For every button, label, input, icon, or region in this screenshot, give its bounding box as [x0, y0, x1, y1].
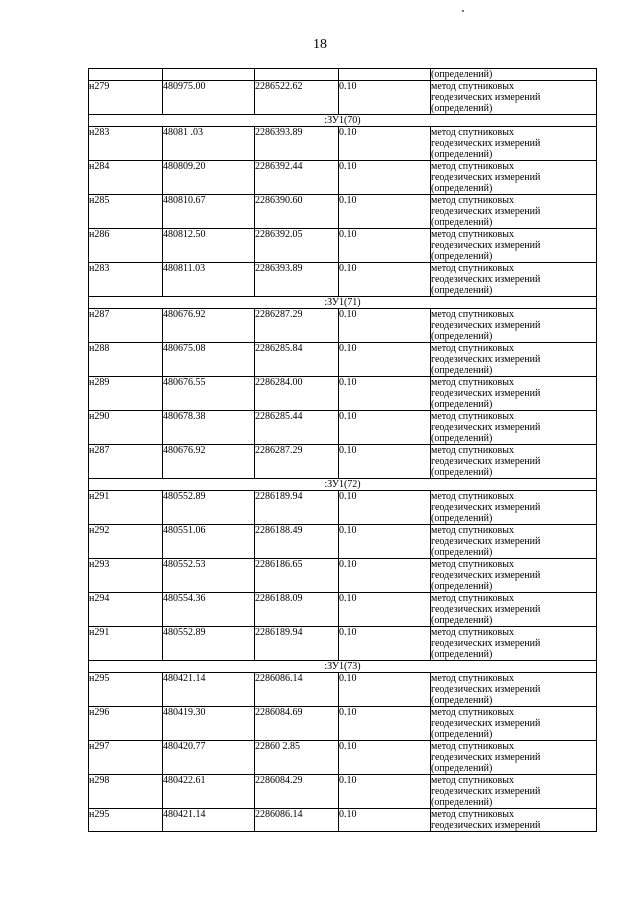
method-line: геодезических измерений: [431, 206, 541, 217]
table-row: [89, 775, 597, 809]
method-line: метод спутниковых: [431, 775, 514, 786]
table-cell: [255, 69, 339, 81]
y-coordinate: 2286393.89: [255, 263, 339, 297]
method-cell: [431, 627, 597, 661]
x-coordinate: 480421.14: [163, 809, 255, 832]
x-coordinate: 480552.53: [163, 559, 255, 593]
method-line: (определений): [431, 251, 493, 262]
method-line: геодезических измерений: [431, 718, 541, 729]
method-cell: [431, 195, 597, 229]
method-line: метод спутниковых: [431, 161, 514, 172]
method-line: метод спутниковых: [431, 309, 514, 320]
table-row: [89, 263, 597, 297]
method-cell: [431, 673, 597, 707]
method-cell: [431, 263, 597, 297]
method-cell: [431, 593, 597, 627]
y-coordinate: 2286189.94: [255, 491, 339, 525]
method-line: (определений): [431, 103, 493, 114]
mean-square-error: 0.10: [339, 673, 431, 707]
method-cell: [431, 161, 597, 195]
section-label: :ЗУ1(72): [89, 479, 597, 491]
table-row: [89, 195, 597, 229]
method-line: геодезических измерений: [431, 320, 541, 331]
method-line: (определений): [431, 399, 493, 410]
method-cell: [431, 309, 597, 343]
x-coordinate: 480676.55: [163, 377, 255, 411]
method-cell: [431, 741, 597, 775]
section-header-row: [89, 479, 597, 491]
x-coordinate: 480554.36: [163, 593, 255, 627]
mean-square-error: 0.10: [339, 309, 431, 343]
x-coordinate: 480810.67: [163, 195, 255, 229]
method-line: (определений): [431, 365, 493, 376]
point-number: н293: [89, 559, 163, 593]
x-coordinate: 480552.89: [163, 627, 255, 661]
table-row: [89, 741, 597, 775]
x-coordinate: 48081 .03: [163, 127, 255, 161]
section-header-row: [89, 115, 597, 127]
point-number: н284: [89, 161, 163, 195]
y-coordinate: 2286285.44: [255, 411, 339, 445]
point-number: н288: [89, 343, 163, 377]
point-number: н296: [89, 707, 163, 741]
method-line: геодезических измерений: [431, 274, 541, 285]
table-row: [89, 673, 597, 707]
method-line: геодезических измерений: [431, 240, 541, 251]
method-line: (определений): [431, 217, 493, 228]
method-line: (определений): [431, 285, 493, 296]
method-cell: [431, 809, 597, 832]
y-coordinate: 2286392.44: [255, 161, 339, 195]
method-line: метод спутниковых: [431, 127, 514, 138]
mean-square-error: 0.10: [339, 445, 431, 479]
y-coordinate: 2286390.60: [255, 195, 339, 229]
point-number: н289: [89, 377, 163, 411]
page-number: 18: [313, 37, 327, 52]
method-line: метод спутниковых: [431, 559, 514, 570]
mean-square-error: 0.10: [339, 593, 431, 627]
point-number: н279: [89, 81, 163, 115]
x-coordinate: 480552.89: [163, 491, 255, 525]
mean-square-error: 0.10: [339, 229, 431, 263]
method-line: геодезических измерений: [431, 92, 541, 103]
method-line: геодезических измерений: [431, 752, 541, 763]
table-row: [89, 377, 597, 411]
mean-square-error: 0.10: [339, 411, 431, 445]
point-number: н292: [89, 525, 163, 559]
method-line: геодезических измерений: [431, 570, 541, 581]
method-line: (определений): [431, 513, 493, 524]
table-cell: [89, 69, 163, 81]
y-coordinate: 2286287.29: [255, 445, 339, 479]
y-coordinate: 2286188.09: [255, 593, 339, 627]
method-cell: [431, 775, 597, 809]
x-coordinate: 480676.92: [163, 445, 255, 479]
x-coordinate: 480421.14: [163, 673, 255, 707]
method-line: геодезических измерений: [431, 502, 541, 513]
method-line: геодезических измерений: [431, 388, 541, 399]
method-line: геодезических измерений: [431, 536, 541, 547]
point-number: н298: [89, 775, 163, 809]
point-number: н294: [89, 593, 163, 627]
method-line: метод спутниковых: [431, 195, 514, 206]
point-number: н285: [89, 195, 163, 229]
table-row: [89, 525, 597, 559]
section-label: :ЗУ1(71): [89, 297, 597, 309]
point-number: н297: [89, 741, 163, 775]
point-number: н283: [89, 263, 163, 297]
y-coordinate: 2286084.69: [255, 707, 339, 741]
x-coordinate: 480551.06: [163, 525, 255, 559]
mean-square-error: 0.10: [339, 627, 431, 661]
mean-square-error: 0.10: [339, 559, 431, 593]
mean-square-error: 0.10: [339, 161, 431, 195]
method-line: (определений): [431, 149, 493, 160]
section-label: :ЗУ1(70): [89, 115, 597, 127]
section-header-row: [89, 297, 597, 309]
method-line: (определений): [431, 183, 493, 194]
method-cell: [431, 445, 597, 479]
method-line: геодезических измерений: [431, 638, 541, 649]
method-line: геодезических измерений: [431, 138, 541, 149]
method-cell: [431, 707, 597, 741]
mean-square-error: 0.10: [339, 263, 431, 297]
scan-speck: [462, 10, 464, 12]
y-coordinate: 2286189.94: [255, 627, 339, 661]
method-cell: [431, 525, 597, 559]
method-line: (определений): [431, 467, 493, 478]
y-coordinate: 2286285.84: [255, 343, 339, 377]
table-row: [89, 491, 597, 525]
mean-square-error: 0.10: [339, 809, 431, 832]
method-line: (определений): [431, 615, 493, 626]
method-line: геодезических измерений: [431, 604, 541, 615]
method-line: метод спутниковых: [431, 741, 514, 752]
section-label: :ЗУ1(73): [89, 661, 597, 673]
y-coordinate: 2286392.05: [255, 229, 339, 263]
table-row: [89, 229, 597, 263]
table-row: [89, 593, 597, 627]
method-cell: [431, 411, 597, 445]
method-cell: [431, 377, 597, 411]
mean-square-error: 0.10: [339, 127, 431, 161]
y-coordinate: 2286086.14: [255, 809, 339, 832]
method-line: метод спутниковых: [431, 627, 514, 638]
x-coordinate: 480422.61: [163, 775, 255, 809]
mean-square-error: 0.10: [339, 81, 431, 115]
method-cell: [431, 81, 597, 115]
table-row: [89, 559, 597, 593]
x-coordinate: 480809.20: [163, 161, 255, 195]
x-coordinate: 480975.00: [163, 81, 255, 115]
table-row: [89, 411, 597, 445]
table-row-continuation: [89, 69, 597, 81]
method-line: геодезических измерений: [431, 354, 541, 365]
method-cell: [431, 491, 597, 525]
method-line: метод спутниковых: [431, 229, 514, 240]
method-line: метод спутниковых: [431, 593, 514, 604]
table-row: [89, 81, 597, 115]
y-coordinate: 22860 2.85: [255, 741, 339, 775]
mean-square-error: 0.10: [339, 741, 431, 775]
table-row: [89, 809, 597, 832]
point-number: н287: [89, 445, 163, 479]
y-coordinate: 2286284.00: [255, 377, 339, 411]
y-coordinate: 2286393.89: [255, 127, 339, 161]
method-line: метод спутниковых: [431, 809, 514, 820]
method-cell: [431, 229, 597, 263]
method-line: геодезических измерений: [431, 172, 541, 183]
section-header-row: [89, 661, 597, 673]
table-cell: [339, 69, 431, 81]
x-coordinate: 480675.08: [163, 343, 255, 377]
point-number: н287: [89, 309, 163, 343]
x-coordinate: 480678.38: [163, 411, 255, 445]
method-line: метод спутниковых: [431, 411, 514, 422]
mean-square-error: 0.10: [339, 377, 431, 411]
mean-square-error: 0.10: [339, 707, 431, 741]
method-line: метод спутниковых: [431, 263, 514, 274]
method-line: метод спутниковых: [431, 377, 514, 388]
y-coordinate: 2286084.29: [255, 775, 339, 809]
y-coordinate: 2286186.65: [255, 559, 339, 593]
table-row: [89, 161, 597, 195]
point-number: н291: [89, 491, 163, 525]
table-row: [89, 127, 597, 161]
point-number: н283: [89, 127, 163, 161]
method-line: метод спутниковых: [431, 491, 514, 502]
method-line: геодезических измерений: [431, 786, 541, 797]
y-coordinate: 2286086.14: [255, 673, 339, 707]
method-line: геодезических измерений: [431, 684, 541, 695]
point-number: н291: [89, 627, 163, 661]
method-line: метод спутниковых: [431, 81, 514, 92]
method-cell: [431, 127, 597, 161]
table-row: [89, 627, 597, 661]
coordinates-table: [88, 68, 597, 832]
x-coordinate: 480812.50: [163, 229, 255, 263]
x-coordinate: 480676.92: [163, 309, 255, 343]
table-row: [89, 343, 597, 377]
x-coordinate: 480811.03: [163, 263, 255, 297]
point-number: н286: [89, 229, 163, 263]
point-number: н295: [89, 673, 163, 707]
method-cell: [431, 559, 597, 593]
method-line: метод спутниковых: [431, 525, 514, 536]
method-cell: (определений): [431, 69, 597, 81]
mean-square-error: 0.10: [339, 775, 431, 809]
method-line: (определений): [431, 649, 493, 660]
method-line: (определений): [431, 331, 493, 342]
table-row: [89, 707, 597, 741]
y-coordinate: 2286188.49: [255, 525, 339, 559]
method-line: (определений): [431, 797, 493, 808]
point-number: н295: [89, 809, 163, 832]
method-line: (определений): [431, 581, 493, 592]
method-line: (определений): [431, 433, 493, 444]
point-number: н290: [89, 411, 163, 445]
method-line: (определений): [431, 729, 493, 740]
y-coordinate: 2286522.62: [255, 81, 339, 115]
table-row: [89, 309, 597, 343]
method-line: метод спутниковых: [431, 445, 514, 456]
method-line: (определений): [431, 695, 493, 706]
method-line: (определений): [431, 547, 493, 558]
mean-square-error: 0.10: [339, 195, 431, 229]
method-line: метод спутниковых: [431, 343, 514, 354]
table-row: [89, 445, 597, 479]
mean-square-error: 0.10: [339, 343, 431, 377]
method-line: геодезических измерений: [431, 820, 541, 831]
x-coordinate: 480420.77: [163, 741, 255, 775]
table-cell: [163, 69, 255, 81]
mean-square-error: 0.10: [339, 525, 431, 559]
y-coordinate: 2286287.29: [255, 309, 339, 343]
mean-square-error: 0.10: [339, 491, 431, 525]
method-line: метод спутниковых: [431, 707, 514, 718]
x-coordinate: 480419.30: [163, 707, 255, 741]
method-line: геодезических измерений: [431, 422, 541, 433]
method-line: метод спутниковых: [431, 673, 514, 684]
method-line: геодезических измерений: [431, 456, 541, 467]
method-cell: [431, 343, 597, 377]
method-line: (определений): [431, 763, 493, 774]
